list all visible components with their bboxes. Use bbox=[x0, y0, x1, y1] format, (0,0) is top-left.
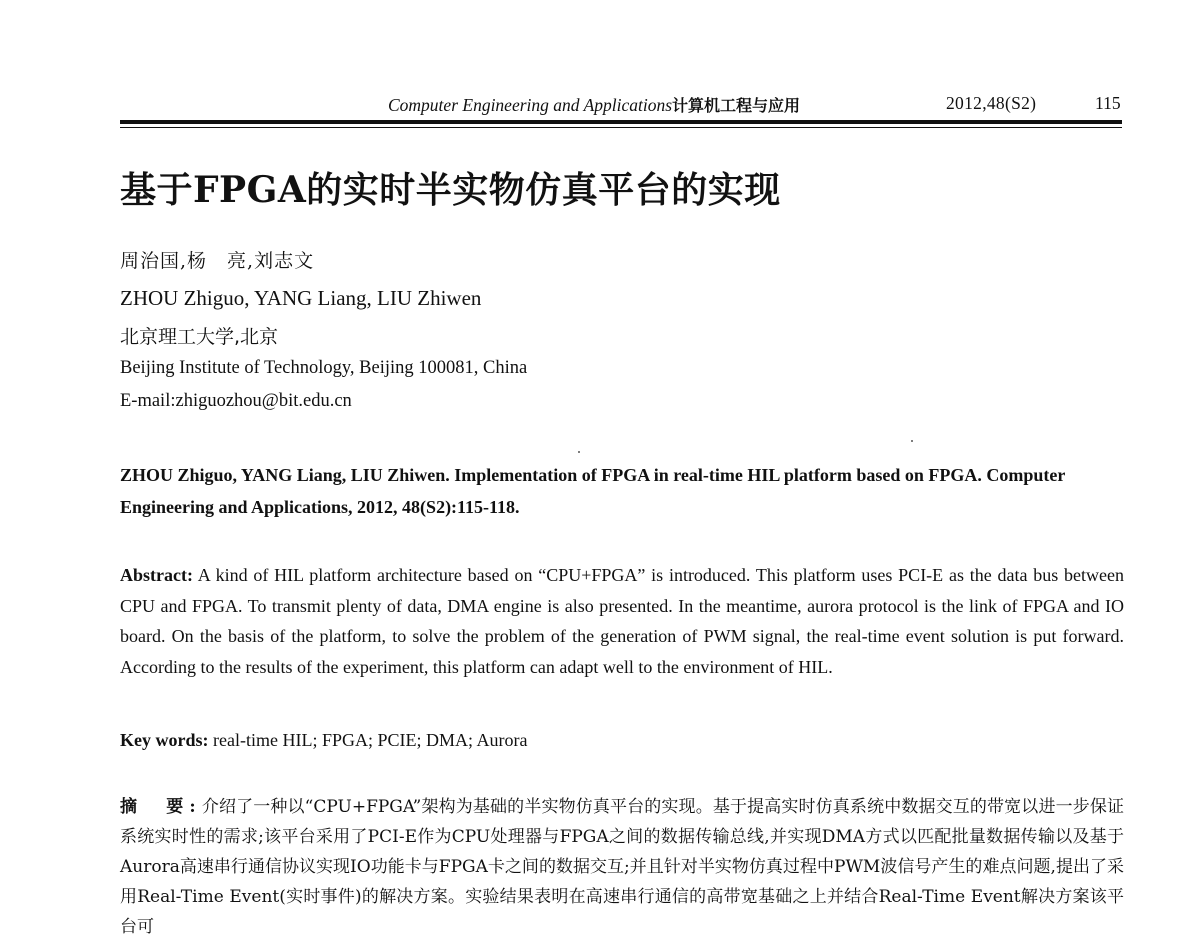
journal-name bbox=[388, 93, 800, 116]
abstract-label: Abstract: bbox=[120, 565, 193, 585]
scan-speck bbox=[578, 451, 580, 453]
abstract-cn bbox=[120, 792, 1124, 942]
affiliation-en: Beijing Institute of Technology, Beijing 100081, China bbox=[120, 358, 528, 378]
issue-number: 2012,48(S2) bbox=[946, 93, 1037, 113]
citation: ZHOU Zhiguo, YANG Liang, LIU Zhiwen. Implementation of FPGA in real-time HIL platform based on FPGA. Computer Engineering and Applications, 2012, 48(S2):115-118. bbox=[120, 465, 1066, 517]
scan-speck bbox=[911, 440, 913, 442]
authors-en: ZHOU Zhiguo, YANG Liang, LIU Zhiwen bbox=[120, 286, 482, 310]
page-number: 115 bbox=[1095, 93, 1121, 113]
keywords-text: real-time HIL; FPGA; PCIE; DMA; Aurora bbox=[213, 730, 528, 750]
journal-name-cn: 计算机工程与应用 bbox=[672, 96, 801, 115]
keywords bbox=[120, 730, 527, 751]
journal-name-en: Computer Engineering and Applications bbox=[388, 95, 673, 115]
abstract-cn-text: 介绍了一种以“CPU+FPGA”架构为基础的半实物仿真平台的实现。基于提高实时仿真系统中数据交互的带宽以进一步保证系统实时性的需求;该平台采用了PCI-E作为CPU处理器与FPGA之间的数据传输总线,并实现DMA方式以匹配批量数据传输以及基于Aurora高速串行通信协议实现IO功能卡与FPGA卡之间的数据交互;并且针对半实物仿真过程中PWM波信号产生的难点问题,提出了采用Real-Time Event(实时事件)的解决方案。实验结果表明在高速串行通信的高带宽基础之上并结合Real-Time Event解决方案该平台可 bbox=[120, 797, 1124, 937]
abstract-cn-label: 摘 要: bbox=[120, 797, 202, 817]
abstract-text: A kind of HIL platform architecture based on “CPU+FPGA” is introduced. This platform uses PCI-E as the data bus between CPU and FPGA. To transmit plenty of data, DMA engine is also presented. In the meantime, aurora protocol is the link of FPGA and IO board. On the basis of the platform, to solve the problem of the generation of PWM signal, the real-time event solution is put forward. According to the results of the experiment, this platform can adapt well to the environment of HIL. bbox=[120, 565, 1124, 677]
affiliation-cn: 北京理工大学,北京 bbox=[120, 326, 279, 348]
paper-title: 基于FPGA的实时半实物仿真平台的实现 bbox=[120, 169, 781, 211]
authors-cn: 周治国,杨 亮,刘志文 bbox=[120, 250, 315, 272]
keywords-label: Key words: bbox=[120, 730, 209, 750]
header-rule-thin bbox=[120, 127, 1122, 128]
header-rule-thick bbox=[120, 120, 1122, 124]
abstract-en bbox=[120, 560, 1124, 682]
email: E-mail:zhiguozhou@bit.edu.cn bbox=[120, 391, 352, 411]
